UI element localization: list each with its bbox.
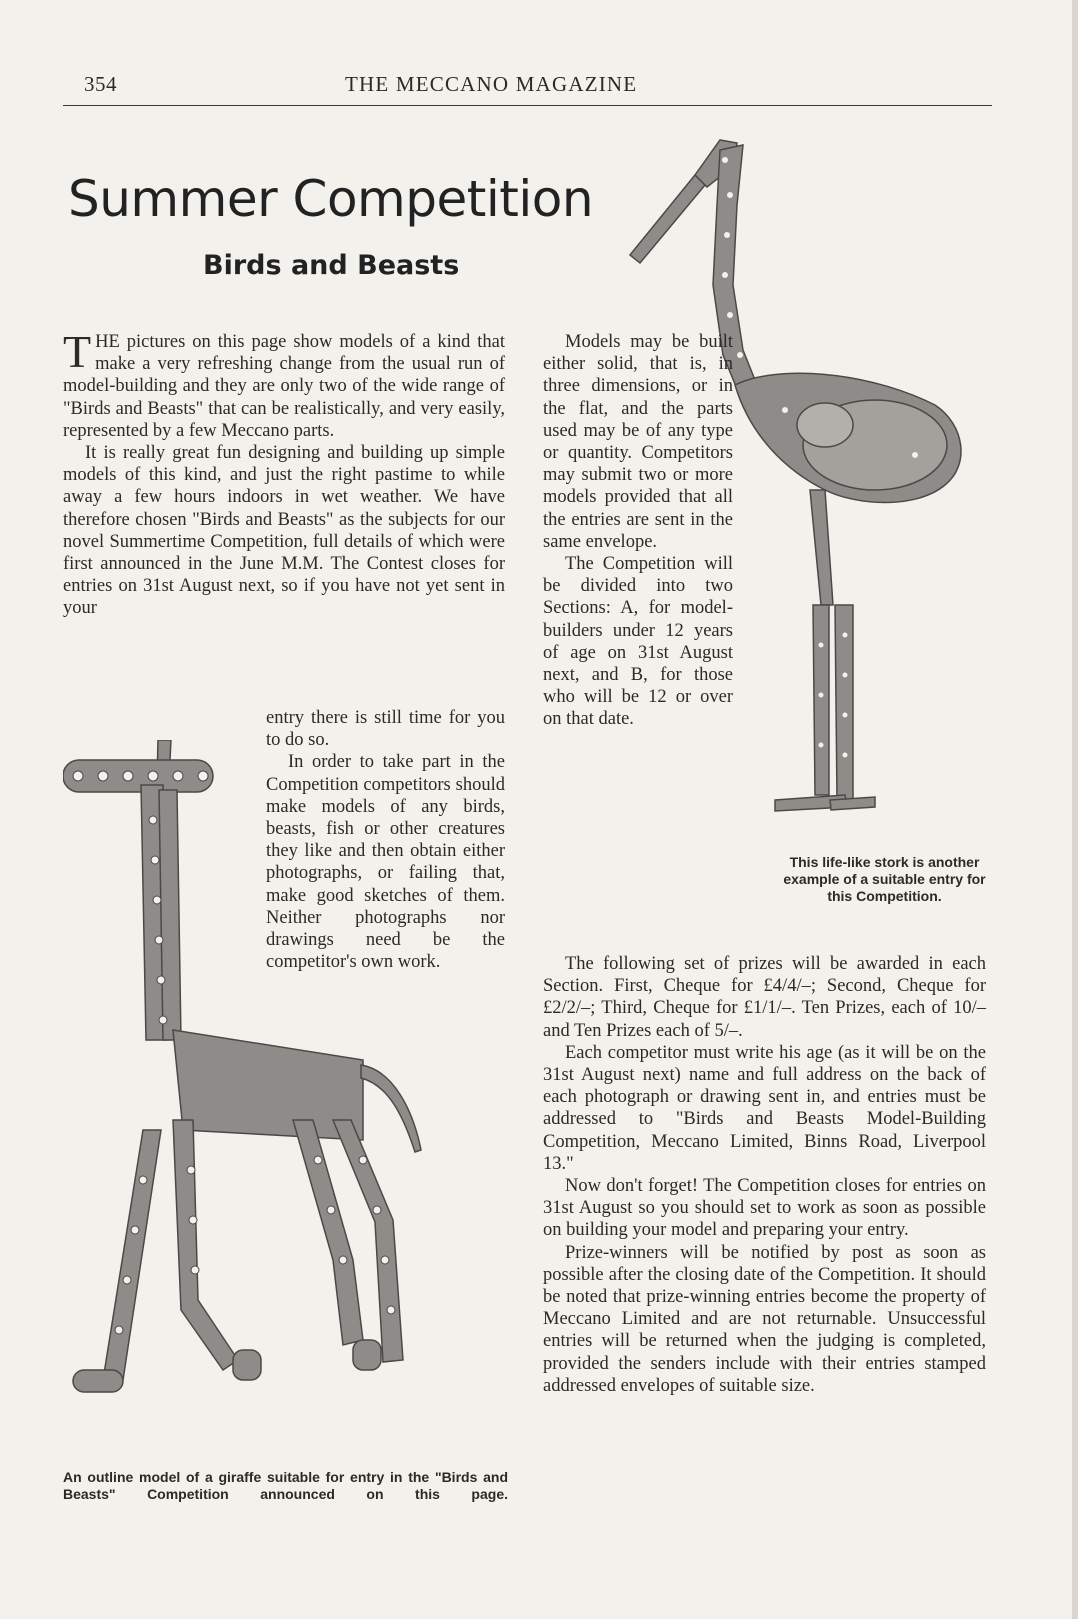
giraffe-caption: An outline model of a giraffe suitable for entry in the "Birds and Beasts" Competition announced on this page.: [63, 1469, 508, 1502]
drop-cap: T: [63, 326, 92, 377]
paragraph: Now don't forget! The Competition closes for entries on 31st August so you should set to work as soon as possible on building your model and preparing your entry.: [543, 1176, 986, 1241]
stork-caption: This life-like stork is another example of a suitable entry for this Competition.: [783, 854, 986, 904]
article-body-left: [63, 326, 505, 620]
paragraph: Prize-winners will be notified by post as soon as possible after the closing date of the Competition. It should be noted that prize-winning entries become the property of Meccano Limited and are not returnable. Unsuccessful entries will be returned when the judging is completed, provided the senders include with their entries stamped addressed envelopes of suitable size.: [543, 1242, 986, 1396]
paragraph: entry there is still time for you to do so.: [266, 708, 505, 751]
paragraph: The Competition will be divided into two Sections: A, for model-builders under 12 years of age on 31st August next, and B, for those who will be 12 or over on that date.: [543, 554, 733, 730]
article-body-right: [543, 953, 986, 1397]
paragraph: It is really great fun designing and building up simple models of this kind, and just the right pastime to while away a few hours indoors in wet weather. We have therefore chosen "Birds and Beasts" as the subjects for our novel Summertime Competition, full details of which were first announced in the June M.M. The Contest closes for entries on 31st August next, so if you have not yet sent in your: [63, 443, 505, 619]
page-edge: [1072, 0, 1078, 1619]
magazine-title: THE MECCANO MAGAZINE: [345, 72, 638, 96]
paragraph: The following set of prizes will be awarded in each Section. First, Cheque for £4/4/–; Second, Cheque for £2/2/–; Third, Cheque for £1/1/–. Ten Prizes, each of 10/– and Ten Prizes each of 5/–.: [543, 954, 986, 1041]
article-body-middle: [543, 331, 733, 731]
article-subtitle: Birds and Beasts: [203, 250, 460, 281]
article-title: Summer Competition: [68, 170, 594, 228]
intro-paragraph: THE pictures on this page show models of a kind that make a very refreshing change from the usual run of model-building and they are only two of the wide range of "Birds and Beasts" that can be realistically, and very easily, represented by a few Meccano parts.: [63, 326, 505, 441]
page-number: 354: [84, 72, 117, 96]
header-rule: [63, 105, 992, 106]
article-body-left-narrow: [266, 707, 505, 973]
paragraph: Models may be built either solid, that is, in three dimensions, or in the flat, and the parts used may be of any type or quantity. Competitors may submit two or more models provided that all the entries are sent in the same envelope.: [543, 332, 733, 552]
paragraph: In order to take part in the Competition competitors should make models of any birds, beasts, fish or other creatures they like and then obtain either photographs, or failing that, make good sketches of them. Neither photographs nor drawings need be the competitor's own work.: [266, 752, 505, 973]
paragraph: Each competitor must write his age (as it will be on the 31st August next) name and full address on the back of each photograph or drawing sent in, and entries must be addressed to "Birds and Beasts Model-Building Competition, Meccano Limited, Binns Road, Liverpool 13.": [543, 1042, 986, 1174]
